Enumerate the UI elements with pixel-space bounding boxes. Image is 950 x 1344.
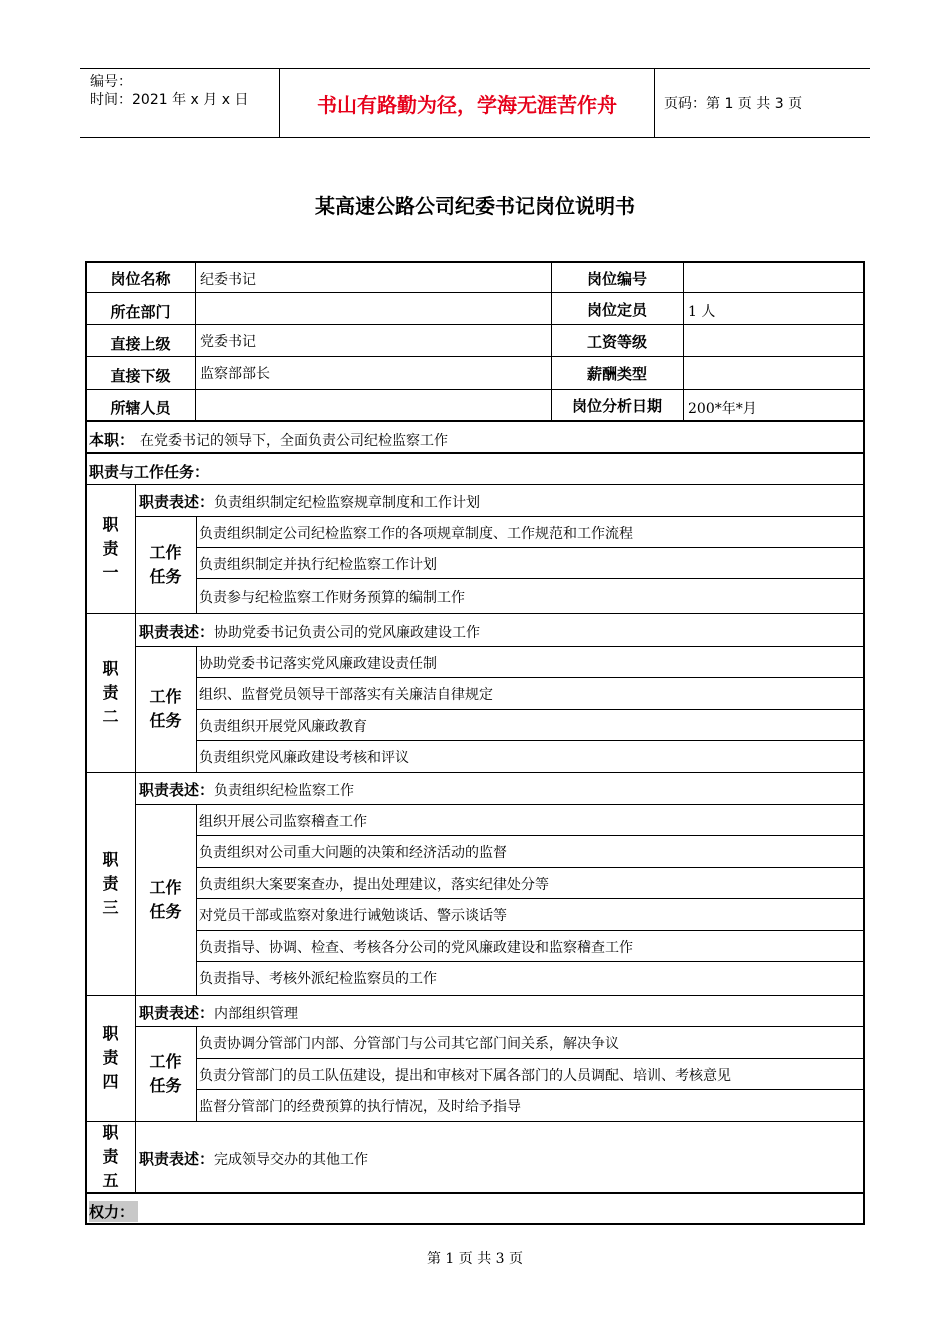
task-item: 负责组织制定并执行纪检监察工作计划 — [199, 556, 437, 573]
headcount-label: 岗位定员 — [586, 301, 647, 319]
duty-summary-label: 本职： — [89, 431, 135, 449]
grid-line — [196, 547, 864, 548]
duty-summary-text: 在党委书记的领导下，全面负责公司纪检监察工作 — [140, 433, 449, 449]
task-item: 负责指导、协调、检查、考核各分公司的党风廉政建设和监察稽查工作 — [199, 939, 633, 956]
grid-line — [86, 995, 864, 996]
grid-line — [86, 389, 864, 390]
task-item: 负责组织制定公司纪检监察工作的各项规章制度、工作规范和工作流程 — [199, 525, 633, 542]
department-label: 所在部门 — [110, 303, 171, 321]
grid-line — [196, 677, 864, 678]
grid-line — [86, 484, 864, 485]
task-item: 负责组织对公司重大问题的决策和经济活动的监督 — [199, 845, 507, 861]
duty-statement-label: 职责表述： — [139, 622, 215, 641]
duty-statement — [139, 1148, 368, 1169]
staff-label: 所辖人员 — [110, 399, 171, 417]
duty-name: 职 责 三 — [102, 849, 119, 917]
duty-statement-text: 完成领导交办的其他工作 — [214, 1151, 369, 1168]
grid-line — [196, 1058, 864, 1059]
task-item: 监督分管部门的经费预算的执行情况，及时给予指导 — [199, 1099, 521, 1115]
duty-name: 职 责 四 — [102, 1024, 119, 1091]
position-code-label: 岗位编号 — [586, 270, 647, 288]
task-item: 负责组织党风廉政建设考核和评议 — [199, 750, 409, 766]
duty-statement-label: 职责表述： — [139, 493, 215, 511]
task-item: 负责组织开展党风廉政教育 — [199, 718, 367, 735]
duty-statement — [139, 621, 480, 642]
duty-statement-text: 协助党委书记负责公司的党风廉政建设工作 — [214, 624, 481, 641]
grid-line — [196, 930, 864, 931]
duty-name: 职 责 一 — [102, 514, 119, 582]
page-footer: 第 1 页 共 3 页 — [426, 1251, 524, 1267]
superior-value: 党委书记 — [200, 334, 256, 350]
grid-line — [195, 262, 196, 421]
grid-line — [86, 356, 864, 357]
grid-line — [86, 772, 864, 773]
grid-line — [86, 613, 864, 614]
duty-summary — [89, 429, 448, 450]
duty-statement-text: 内部组织管理 — [214, 1005, 299, 1022]
grid-line — [196, 578, 864, 579]
grid-line — [135, 646, 864, 647]
duty-statement-text: 负责组织纪检监察工作 — [214, 783, 355, 799]
subordinate-label: 直接下级 — [110, 367, 171, 385]
analysis-date-label: 岗位分析日期 — [571, 397, 662, 415]
headcount-value: 1 人 — [688, 304, 716, 320]
duty-statement — [139, 779, 354, 800]
grid-line — [196, 898, 864, 899]
duty-statement-label: 职责表述： — [139, 1149, 215, 1168]
task-label: 工作 任务 — [149, 1051, 182, 1095]
duty-name: 职 责 二 — [102, 658, 119, 726]
document-title: 某高速公路公司纪委书记岗位说明书 — [315, 194, 635, 218]
task-label: 工作 任务 — [149, 542, 182, 586]
authority-label: 权力： — [89, 1201, 138, 1222]
header-time: 时间：2021 年 x 月 x 日 — [90, 92, 249, 108]
grid-line — [86, 1121, 864, 1122]
grid-line — [86, 452, 864, 454]
grid-line — [135, 1121, 136, 1192]
task-item: 对党员干部或监察对象进行诫勉谈话、警示谈话等 — [199, 908, 507, 924]
grid-line — [196, 961, 864, 962]
grid-line — [86, 324, 864, 325]
superior-label: 直接上级 — [110, 335, 171, 353]
task-item: 组织开展公司监察稽查工作 — [199, 813, 367, 830]
grid-line — [86, 420, 864, 422]
task-item: 负责参与纪检监察工作财务预算的编制工作 — [199, 589, 465, 606]
header-page-info: 页码：第 1 页 共 3 页 — [664, 96, 803, 112]
task-label: 工作 任务 — [149, 877, 182, 921]
task-item: 负责组织大案要案查办，提出处理建议，落实纪律处分等 — [199, 876, 549, 893]
grid-line — [196, 835, 864, 836]
task-item: 协助党委书记落实党风廉政建设责任制 — [199, 655, 437, 672]
header-motto: 书山有路勤为径，学海无涯苦作舟 — [280, 69, 655, 137]
task-item: 负责分管部门的员工队伍建设，提出和审核对下属各部门的人员调配、培训、考核意见 — [199, 1067, 731, 1084]
grid-line — [86, 1192, 864, 1194]
subordinate-value: 监察部部长 — [200, 366, 270, 382]
duties-heading: 职责与工作任务： — [89, 463, 210, 481]
grid-line — [196, 740, 864, 741]
duty-statement-label: 职责表述： — [139, 1003, 215, 1022]
grid-line — [196, 709, 864, 710]
grid-line — [683, 262, 684, 421]
grid-line — [196, 1089, 864, 1090]
salary-grade-label: 工资等级 — [586, 333, 647, 351]
task-label: 工作 任务 — [149, 687, 182, 730]
analysis-date-value: 200*年*月 — [688, 401, 757, 417]
grid-line — [196, 867, 864, 868]
task-item: 负责协调分管部门内部、分管部门与公司其它部门间关系，解决争议 — [199, 1036, 619, 1052]
grid-line — [135, 804, 864, 805]
grid-line — [135, 516, 864, 517]
page-header — [80, 68, 870, 138]
grid-line — [196, 804, 197, 995]
grid-line — [196, 516, 197, 613]
position-name-value: 纪委书记 — [200, 272, 256, 288]
duty-name: 职 责 五 — [102, 1122, 119, 1190]
grid-line — [196, 1026, 197, 1121]
duty-statement-text: 负责组织制定纪检监察规章制度和工作计划 — [214, 495, 481, 511]
duty-statement — [139, 1002, 298, 1023]
header-number: 编号： — [90, 74, 132, 90]
duty-statement — [139, 491, 480, 512]
task-item: 组织、监督党员领导干部落实有关廉洁自律规定 — [199, 687, 493, 703]
header-meta — [80, 69, 280, 137]
position-name-label: 岗位名称 — [110, 270, 171, 288]
grid-line — [135, 1026, 864, 1027]
duty-statement-label: 职责表述： — [139, 781, 215, 799]
grid-line — [86, 292, 864, 293]
task-item: 负责指导、考核外派纪检监察员的工作 — [199, 971, 437, 987]
pay-type-label: 薪酬类型 — [586, 365, 647, 383]
